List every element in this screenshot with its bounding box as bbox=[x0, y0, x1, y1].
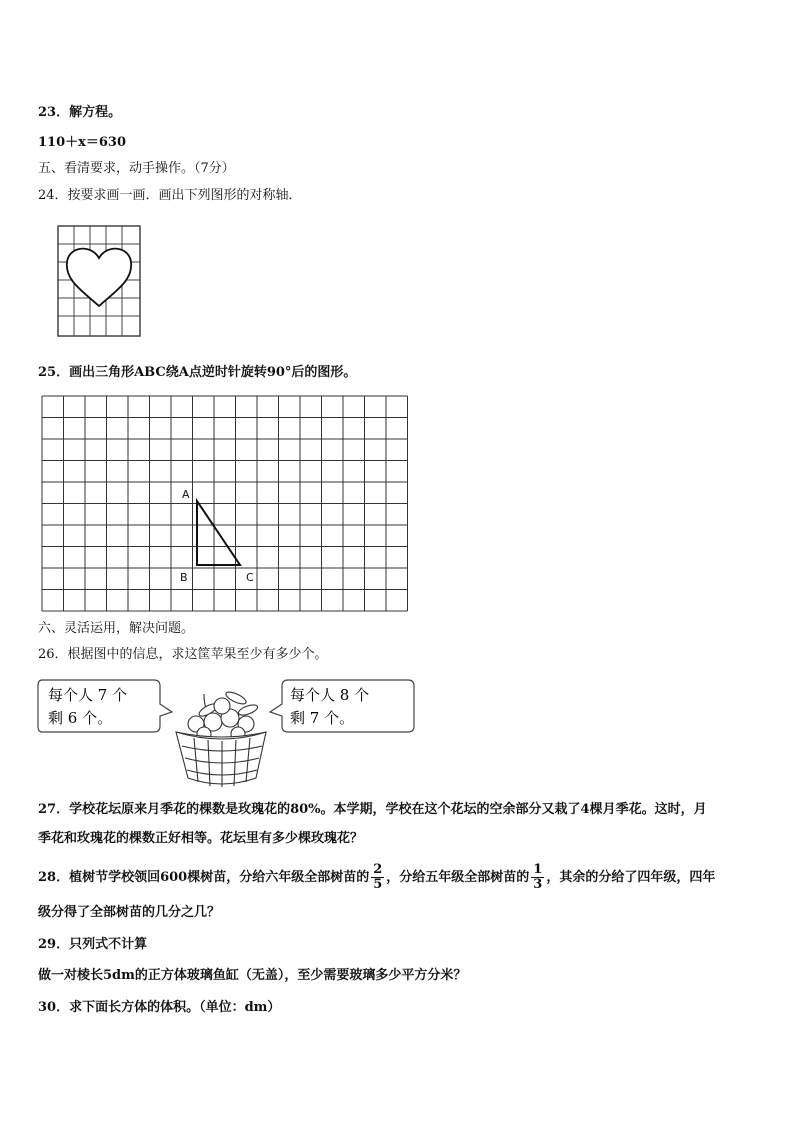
q26-title: 26．根据图中的信息，求这筐苹果至少有多少个。 bbox=[38, 647, 328, 662]
apple-basket-figure bbox=[36, 676, 416, 790]
label-a: A bbox=[182, 488, 190, 501]
triangle-abc bbox=[197, 501, 240, 565]
q24-title: 24．按要求画一画．画出下列图形的对称轴． bbox=[38, 188, 302, 203]
right-bubble-line1: 每个人 8 个 bbox=[290, 686, 370, 704]
rotation-grid-figure bbox=[40, 394, 420, 612]
section6-title: 六、灵活运用，解决问题。 bbox=[38, 621, 195, 636]
basket-icon bbox=[176, 690, 266, 787]
q27-line2: 季花和玫瑰花的棵数正好相等。花坛里有多少棵玫瑰花？ bbox=[38, 831, 364, 846]
q30-title: 30．求下面长方体的体积。（单位：dm） bbox=[38, 1000, 281, 1015]
q25-title: 25．画出三角形ABC绕A点逆时针旋转90°后的图形。 bbox=[38, 365, 357, 380]
heart-grid-figure bbox=[55, 224, 143, 338]
q28-fraction-2-5: $\frac{2}{5}$ bbox=[373, 862, 383, 892]
q28-line2: 级分得了全部树苗的几分之几？ bbox=[38, 905, 221, 920]
q23-title: 23．解方程。 bbox=[38, 105, 122, 120]
q27-line1: 27．学校花坛原来月季花的棵数是玫瑰花的80%。本学期，学校在这个花坛的空余部分又栽了4棵月季花。这时，月 bbox=[38, 802, 707, 817]
q28-line1 bbox=[38, 862, 715, 894]
label-b: B bbox=[180, 571, 188, 584]
right-bubble-line2: 剩 7 个。 bbox=[290, 709, 355, 727]
q28-fraction-1-3: $\frac{1}{3}$ bbox=[533, 862, 543, 892]
q28-part2: ，分给五年级全部树苗的 bbox=[386, 870, 530, 885]
left-bubble-line1: 每个人 7 个 bbox=[48, 686, 128, 704]
section5-title: 五、看清要求，动手操作。（7分） bbox=[38, 161, 235, 176]
q29-title: 29．只列式不计算 bbox=[38, 937, 148, 952]
label-c: C bbox=[246, 571, 254, 584]
q23-equation: 110＋x＝630 bbox=[38, 135, 127, 150]
left-bubble-line2: 剩 6 个。 bbox=[48, 709, 113, 727]
q28-part1: 28．植树节学校领回600棵树苗，分给六年级全部树苗的 bbox=[38, 870, 370, 885]
q29-text: 做一对棱长5dm的正方体玻璃鱼缸（无盖），至少需要玻璃多少平方分米？ bbox=[38, 968, 467, 983]
q28-part3: ，其余的分给了四年级，四年 bbox=[546, 870, 716, 885]
